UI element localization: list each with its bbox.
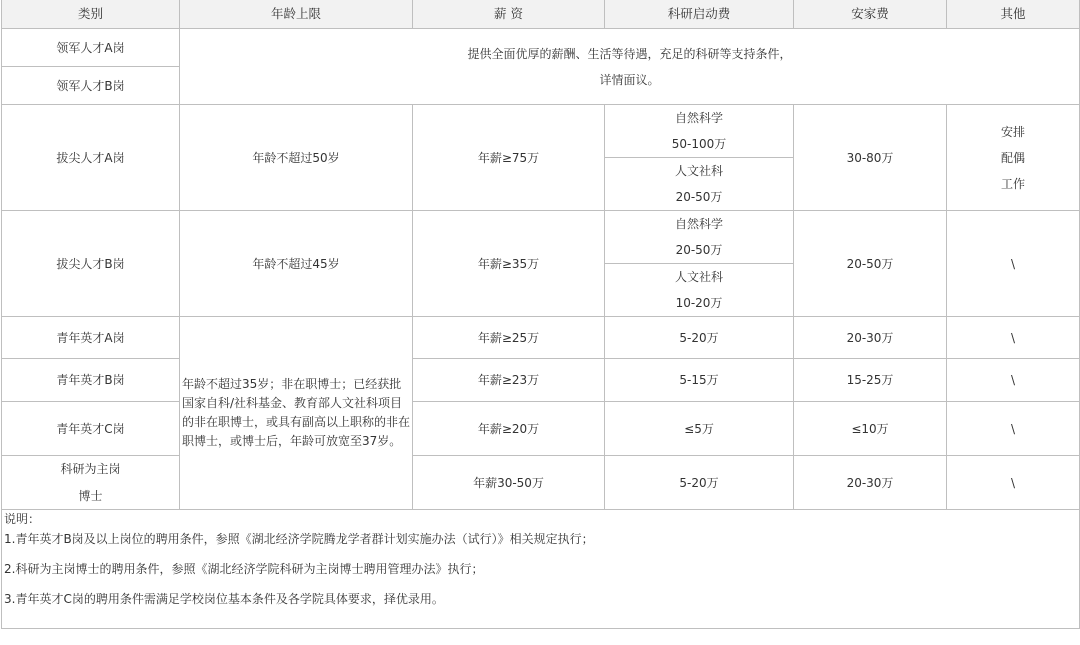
social-science-label: 人文社科 [674, 270, 723, 284]
natural-science-value: 20-50万 [675, 243, 723, 257]
cell-other-top-a [947, 105, 1080, 211]
cell-other-young-b: \ [947, 359, 1080, 402]
cell-salary-top-a: 年薪≥75万 [413, 105, 605, 211]
cell-startup-top-b [605, 211, 794, 317]
notes-row [2, 510, 1080, 629]
table-row [2, 211, 1080, 317]
natural-science-value: 50-100万 [671, 137, 727, 151]
header-startup-fund: 科研启动费 [605, 0, 794, 29]
lead-terms-line1: 提供全面优厚的薪酬、生活等待遇，充足的科研等支持条件， [467, 46, 792, 61]
cell-settle-top-a: 30-80万 [794, 105, 947, 211]
cell-age-top-b: 年龄不超过45岁 [180, 211, 413, 317]
cell-notes [2, 510, 1080, 629]
table-row [2, 29, 1080, 67]
cell-other-top-b: \ [947, 211, 1080, 317]
header-category: 类别 [2, 0, 180, 29]
table-header [2, 0, 1080, 29]
cell-settle-young-c: ≤10万 [794, 402, 947, 456]
startup-social-science-top-b [605, 263, 793, 316]
header-age-limit: 年龄上限 [180, 0, 413, 29]
cell-position-young-c: 青年英才C岗 [2, 402, 180, 456]
doctor-name-line1: 科研为主岗 [60, 462, 121, 477]
cell-age-top-a: 年龄不超过50岁 [180, 105, 413, 211]
startup-split-top-b [605, 211, 793, 316]
social-science-label: 人文社科 [674, 164, 723, 178]
table-body [2, 29, 1080, 629]
lead-terms-line2: 详情面议。 [599, 72, 660, 87]
other-line: 安排 [1000, 124, 1025, 139]
cell-startup-young-c: ≤5万 [605, 402, 794, 456]
cell-other-doctor: \ [947, 456, 1080, 510]
cell-startup-doctor: 5-20万 [605, 456, 794, 510]
cell-settle-doctor: 20-30万 [794, 456, 947, 510]
other-line: 工作 [1000, 176, 1025, 191]
table-row [2, 317, 1080, 359]
cell-settle-young-a: 20-30万 [794, 317, 947, 359]
note-item-3: 3.青年英才C岗的聘用条件需满足学校岗位基本条件及各学院具体要求，择优录用。 [4, 592, 444, 606]
cell-position-young-b: 青年英才B岗 [2, 359, 180, 402]
note-item-2: 2.科研为主岗博士的聘用条件，参照《湖北经济学院科研为主岗博士聘用管理办法》执行； [4, 562, 484, 576]
cell-settle-young-b: 15-25万 [794, 359, 947, 402]
note-item-1: 1.青年英才B岗及以上岗位的聘用条件，参照《湖北经济学院腾龙学者群计划实施办法（试行）》相关规定执行； [4, 532, 594, 546]
startup-natural-science-top-a [605, 105, 793, 157]
table-row [2, 456, 1080, 510]
cell-startup-young-a: 5-20万 [605, 317, 794, 359]
cell-position-lead-b: 领军人才B岗 [2, 67, 180, 105]
natural-science-label: 自然科学 [674, 111, 723, 125]
cell-position-top-a: 拔尖人才A岗 [2, 105, 180, 211]
cell-salary-young-c: 年薪≥20万 [413, 402, 605, 456]
cell-position-lead-a: 领军人才A岗 [2, 29, 180, 67]
cell-settle-top-b: 20-50万 [794, 211, 947, 317]
cell-salary-doctor: 年薪30-50万 [413, 456, 605, 510]
cell-salary-top-b: 年薪≥35万 [413, 211, 605, 317]
notes-heading: 说明： [4, 512, 41, 526]
other-line: 配偶 [1000, 150, 1025, 165]
cell-position-young-a: 青年英才A岗 [2, 317, 180, 359]
table-row [2, 105, 1080, 211]
cell-age-young-rule: 年龄不超过35岁；非在职博士；已经获批国家自科/社科基金、教育部人文社科项目的非在职博士，或具有副高以上职称的非在职博士，或博士后，年龄可放宽至37岁。 [180, 317, 413, 510]
startup-natural-science-top-b [605, 211, 793, 263]
cell-salary-young-a: 年薪≥25万 [413, 317, 605, 359]
cell-startup-top-a [605, 105, 794, 211]
cell-position-doctor [2, 456, 180, 510]
natural-science-label: 自然科学 [674, 217, 723, 231]
header-salary: 薪 资 [413, 0, 605, 29]
cell-salary-young-b: 年薪≥23万 [413, 359, 605, 402]
cell-other-young-c: \ [947, 402, 1080, 456]
recruitment-table [1, 0, 1080, 629]
header-row [2, 0, 1080, 29]
doctor-name-line2: 博士 [78, 488, 103, 503]
startup-social-science-top-a [605, 157, 793, 210]
cell-position-top-b: 拔尖人才B岗 [2, 211, 180, 317]
header-settlement-fund: 安家费 [794, 0, 947, 29]
social-science-value: 10-20万 [675, 296, 723, 310]
social-science-value: 20-50万 [675, 190, 723, 204]
table-row [2, 402, 1080, 456]
startup-split-top-a [605, 105, 793, 210]
cell-startup-young-b: 5-15万 [605, 359, 794, 402]
table-row [2, 359, 1080, 402]
cell-lead-terms [180, 29, 1080, 105]
header-other: 其他 [947, 0, 1080, 29]
cell-other-young-a: \ [947, 317, 1080, 359]
